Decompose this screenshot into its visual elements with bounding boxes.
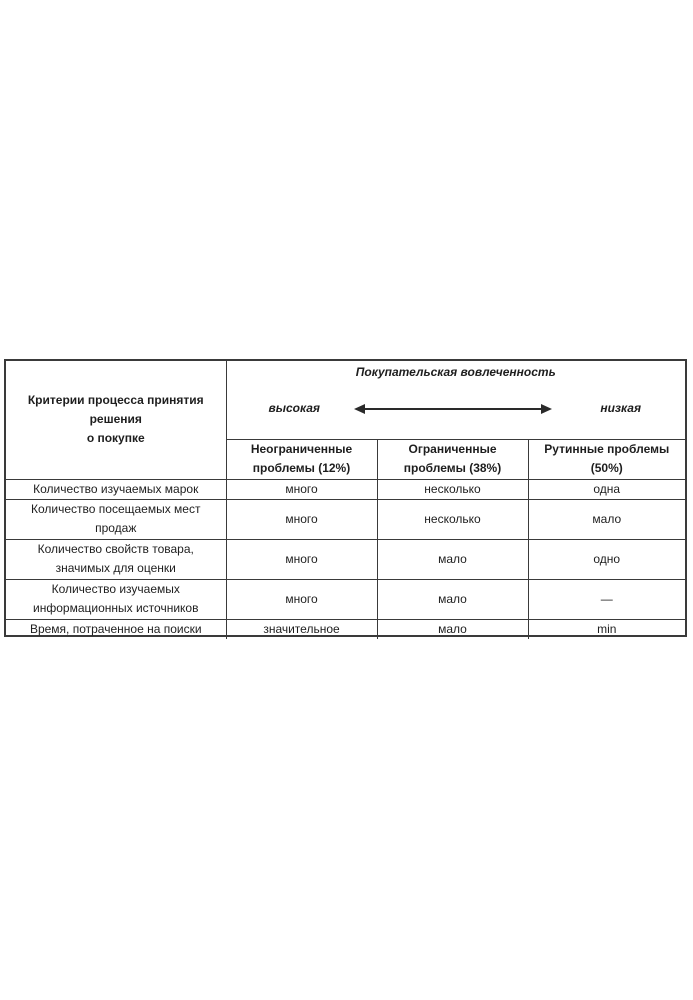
row-label-line: Время, потраченное на поиски [29, 621, 202, 636]
row-label [6, 499, 226, 539]
decision-criteria-table [6, 361, 685, 639]
row-label-line: Количество посещаемых мест [31, 502, 201, 516]
scale-low-label: низкая [600, 401, 642, 415]
scale-high-label: высокая [268, 401, 320, 415]
table-cell [377, 619, 528, 639]
table-cell [377, 479, 528, 499]
column-header-unlimited-line-2: проблемы (12%) [252, 461, 351, 475]
cell-value: min [597, 621, 617, 636]
row-label [6, 579, 226, 619]
decision-criteria-table-frame [4, 359, 687, 637]
column-header-limited-line-1: Ограниченные [408, 442, 497, 456]
involvement-title: Покупательская вовлеченность [355, 365, 556, 379]
double-arrow-icon [354, 403, 552, 415]
cell-value: мало [438, 591, 467, 606]
table-cell [226, 579, 377, 619]
table-row [6, 479, 685, 499]
column-header-unlimited-line-1: Неограниченные [250, 442, 353, 456]
header-row-top [6, 361, 685, 439]
cell-value: мало [438, 621, 467, 636]
cell-value: много [285, 511, 318, 526]
table-row [6, 499, 685, 539]
cell-value: много [285, 551, 318, 566]
row-label-line: Количество свойств товара, [37, 542, 194, 556]
criteria-header-cell [6, 361, 226, 479]
table-cell [377, 579, 528, 619]
column-header-limited-line-2: проблемы (38%) [403, 461, 502, 475]
row-label-line: информационных источников [33, 601, 199, 615]
column-header-routine [528, 439, 685, 479]
criteria-header-line-1: Критерии процесса принятия [27, 393, 204, 408]
table-cell [528, 619, 685, 639]
table-cell [226, 479, 377, 499]
cell-value: много [285, 591, 318, 606]
table-cell [528, 579, 685, 619]
table-cell [226, 499, 377, 539]
row-label-line: продаж [95, 521, 137, 535]
cell-value: значительное [263, 621, 340, 636]
table-cell [528, 479, 685, 499]
criteria-header-line-3: о покупке [86, 431, 145, 446]
column-header-routine-line-2: (50%) [590, 461, 623, 475]
cell-value: — [600, 591, 613, 606]
row-label-line: Количество изучаемых [51, 582, 180, 596]
cell-value: одно [593, 551, 621, 566]
row-label-line: значимых для оценки [55, 561, 176, 575]
table-row [6, 579, 685, 619]
cell-value: много [285, 481, 318, 496]
row-label [6, 479, 226, 499]
table-cell [226, 539, 377, 579]
table-cell [528, 499, 685, 539]
table-cell [377, 539, 528, 579]
table-cell [528, 539, 685, 579]
table-cell [226, 619, 377, 639]
cell-value: несколько [424, 511, 481, 526]
row-label [6, 619, 226, 639]
row-label-line: Количество изучаемых марок [33, 481, 199, 496]
table-row [6, 539, 685, 579]
cell-value: одна [593, 481, 621, 496]
cell-value: мало [438, 551, 467, 566]
table-row [6, 619, 685, 639]
cell-value: мало [592, 511, 622, 526]
table-cell [377, 499, 528, 539]
criteria-header-line-2: решения [89, 412, 142, 427]
column-header-limited [377, 439, 528, 479]
cell-value: несколько [424, 481, 481, 496]
row-label [6, 539, 226, 579]
column-header-routine-line-1: Рутинные проблемы [544, 442, 670, 456]
involvement-header-cell [226, 361, 685, 439]
column-header-unlimited [226, 439, 377, 479]
